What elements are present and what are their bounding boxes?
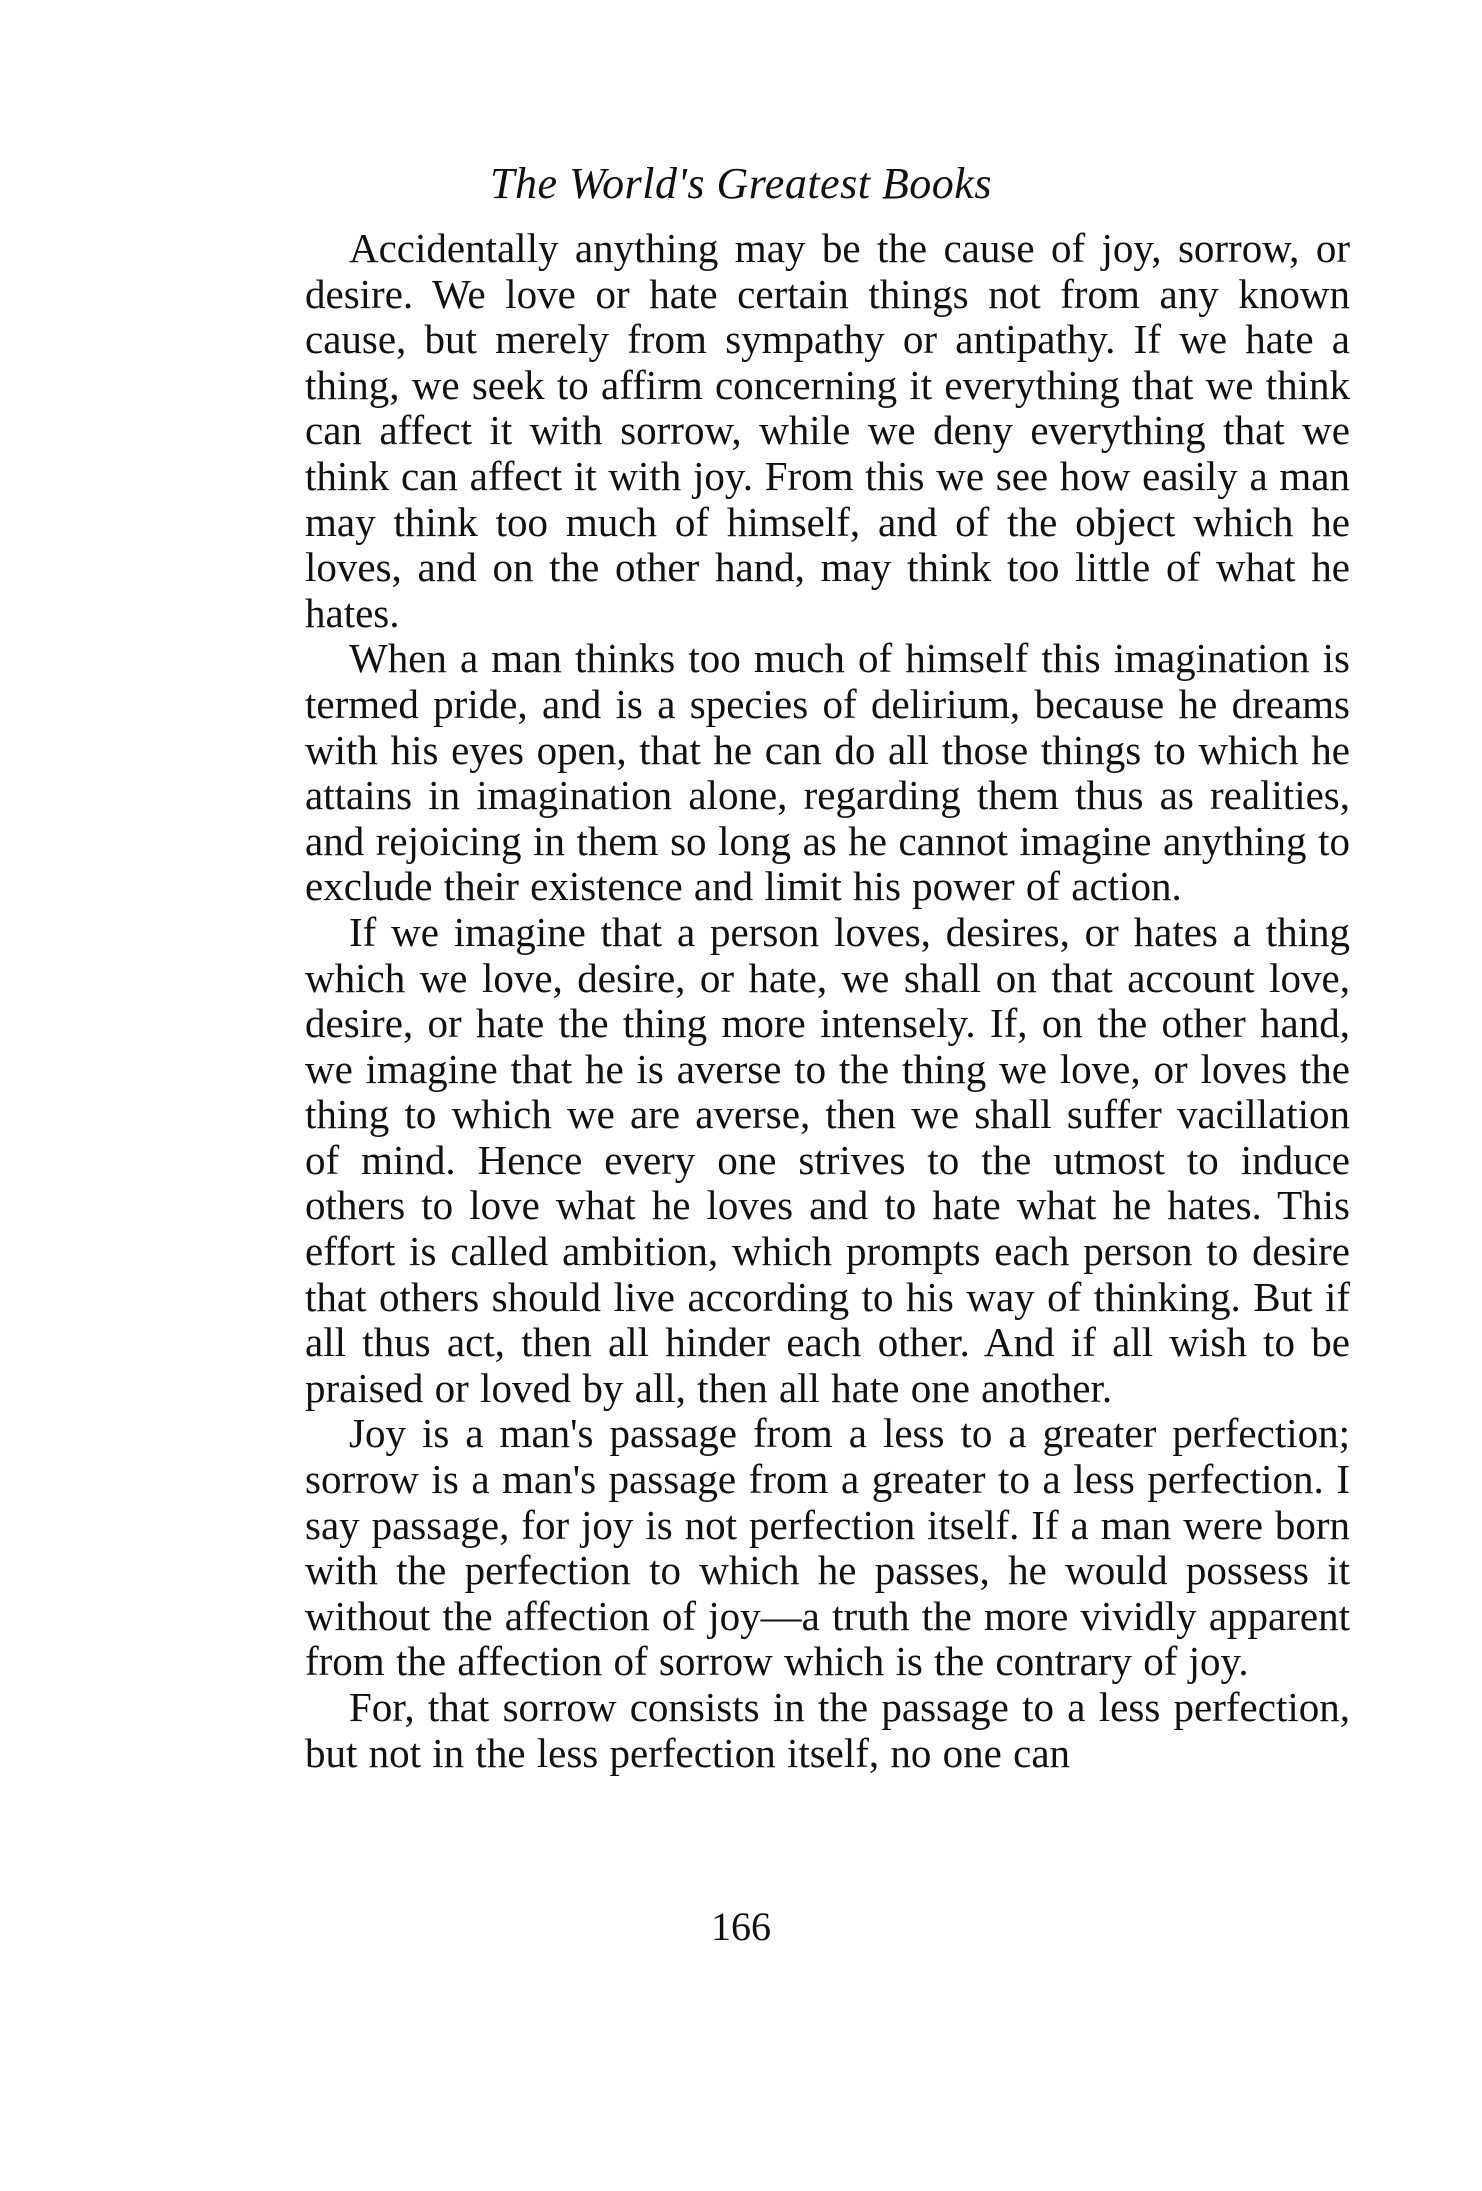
paragraph: If we imagine that a person loves, desires, or hates a thing which we love, desire, or hate, we shall on that account love, desire, or hate the thing more intensely. If, on the other hand, we imagine that he is averse to the thing we love, or loves the thing to which we are averse, then we shall suffer vacillation of mind. Hence every one strives to the utmost to induce others to love what he loves and to hate what he hates. This effort is called ambition, which prompts each person to desire that others should live according to his way of thinking. But if all thus act, then all hinder each other. And if all wish to be praised or loved by all, then all hate one another. bbox=[305, 908, 1350, 1411]
body-text bbox=[305, 226, 1350, 1776]
paragraph: Joy is a man's passage from a less to a greater perfection; sorrow is a man's passage from a greater to a less perfection. I say passage, for joy is not perfection itself. If a man were born with the perfection to which he passes, he would possess it without the affection of joy—a truth the more vividly apparent from the affection of sorrow which is the contrary of joy. bbox=[305, 1410, 1350, 1685]
paragraph: For, that sorrow consists in the passage to a less perfection, but not in the less perfection itself, no one can bbox=[305, 1684, 1350, 1776]
running-head: The World's Greatest Books bbox=[490, 159, 992, 208]
paragraph: Accidentally anything may be the cause of joy, sorrow, or desire. We love or hate certain things not from any known cause, but merely from sympathy or antipathy. If we hate a thing, we seek to affirm concerning it everything that we think can affect it with sorrow, while we deny everything that we think can affect it with joy. From this we see how easily a man may think too much of himself, and of the object which he loves, and on the other hand, may think too little of what he hates. bbox=[305, 225, 1350, 636]
page-number: 166 bbox=[711, 1904, 771, 1949]
paragraph: When a man thinks too much of himself this imagination is termed pride, and is a species of delirium, because he dreams with his eyes open, that he can do all those things to which he attains in imagination alone, regarding them thus as realities, and rejoicing in them so long as he cannot imagine anything to exclude their existence and limit his power of action. bbox=[305, 635, 1350, 910]
